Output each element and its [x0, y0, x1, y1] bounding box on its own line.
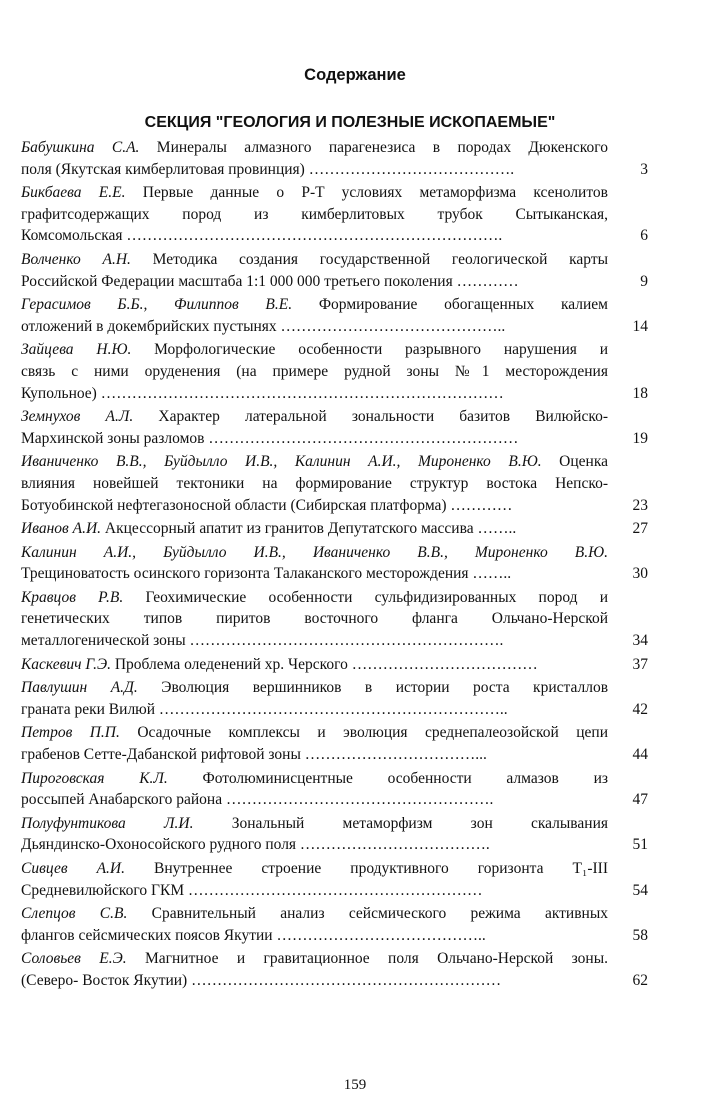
toc-entry-text: графитсодержащих пород из кимберлитовых трубок Сытыканская, — [21, 205, 608, 223]
toc-entry-author: Зайцева Н.Ю. — [21, 341, 132, 359]
toc-entry-text: Акцессорный апатит из гранитов Депутатского массива …….. — [104, 520, 517, 538]
toc-entry-page: 54 — [632, 881, 648, 899]
toc-entry-text: Эволюция вершинников в истории роста кристаллов — [161, 679, 608, 697]
toc-entry-text: Первые данные о P-T условиях метаморфизма ксенолитов — [142, 184, 608, 202]
toc-entry-line — [21, 608, 608, 630]
toc-entry-author: Бабушкина С.А. — [21, 139, 140, 156]
toc-entry — [0, 903, 710, 946]
toc-entry-line — [21, 249, 608, 271]
toc-entry-author: Сивцев А.И. — [21, 860, 125, 877]
toc-entry-line — [21, 542, 608, 564]
toc-entry-line — [21, 903, 608, 925]
toc-entry-text: Дьяндинско-Охоносойского рудного поля ………………………………. — [21, 836, 490, 854]
toc-entry-text: отложений в докембрийских пустынях …………………………………….. — [21, 317, 506, 335]
toc-entry — [0, 654, 710, 676]
toc-entry-line — [21, 925, 608, 947]
toc-entry-line — [21, 137, 608, 159]
toc-entry-page: 47 — [632, 791, 648, 809]
toc-entry-line — [21, 473, 608, 495]
toc-entry-line — [21, 339, 608, 361]
toc-entry-line — [21, 970, 608, 992]
toc-entry-page: 3 — [640, 160, 648, 178]
toc-entry — [0, 137, 710, 180]
toc-entry-page: 30 — [632, 565, 648, 583]
toc-entry-line — [21, 880, 608, 902]
toc-entry-text: Характер латеральной зональности базитов Вилюйско- — [158, 408, 608, 426]
toc-entry-line — [21, 225, 608, 247]
toc-entry-line — [21, 630, 608, 652]
toc-entry-text: Проблема оледенений хр. Черского ……………………………… — [114, 655, 538, 673]
toc-entry-text: связь с ними оруденения (на примере рудной зоны №1 месторождения — [21, 362, 608, 380]
toc-entry-author: Слепцов С.В. — [21, 905, 128, 923]
toc-entry-author: Кравцов Р.В. — [21, 588, 124, 606]
toc-entry-line — [21, 451, 608, 473]
toc-entry-page: 58 — [632, 926, 648, 944]
toc-entry-line — [21, 722, 608, 744]
toc-entry — [0, 768, 710, 811]
toc-entry-page: 37 — [632, 655, 648, 673]
toc-entry-line — [21, 699, 608, 721]
toc-entry-text: Средневилюйского ГКМ ………………………………………………… — [21, 881, 483, 899]
toc-entry-author: Соловьев Е.Э. — [21, 950, 127, 968]
toc-entry-text: Российской Федерации масштаба 1:1 000 000 третьего поколения ………… — [21, 272, 519, 290]
toc-entry-line — [21, 858, 608, 880]
toc-entry-author: Пироговская К.Л. — [21, 769, 168, 787]
toc-entry-line — [21, 204, 608, 226]
toc-entry-line — [21, 789, 608, 811]
toc-entry-line — [21, 654, 608, 676]
toc-entry — [0, 249, 710, 292]
toc-entry-text: Внутреннее строение продуктивного горизонта T₁-III — [154, 860, 608, 877]
toc-entry-text: поля (Якутская кимберлитовая провинция) …………………………………. — [21, 160, 515, 178]
toc-entry-page: 23 — [632, 496, 648, 514]
toc-entry-author: Земнухов А.Л. — [21, 408, 134, 426]
toc-entry-line — [21, 406, 608, 428]
page-title: Содержание — [304, 66, 406, 84]
toc-entry-text: Ботуобинской нефтегазоносной области (Сибирская платформа) ………… — [21, 496, 513, 514]
toc-entry-line — [21, 182, 608, 204]
toc-entry-line — [21, 159, 608, 181]
toc-entry-line — [21, 271, 608, 293]
toc-entry-text: Сравнительный анализ сейсмического режима активных — [151, 905, 608, 923]
toc-entry-text: Минералы алмазного парагенезиса в породах Дюкенского — [156, 139, 608, 156]
toc-entry-line — [21, 813, 608, 835]
toc-entry-text: Магнитное и гравитационное поля Ольчано-Нерской зоны. — [144, 950, 608, 968]
toc-entry-text: граната реки Вилюй ………………………………………………………….. — [21, 700, 508, 718]
toc-entry-line — [21, 518, 608, 540]
toc-entry — [0, 518, 710, 540]
toc-entry-line — [21, 563, 608, 585]
toc-entry-author: Павлушин А.Д. — [21, 679, 138, 697]
toc-entry-text: (Северо- Восток Якутии) …………………………………………………… — [21, 971, 502, 989]
toc-entry-page: 6 — [640, 227, 648, 245]
toc-entry-author: Волченко А.Н. — [21, 250, 131, 268]
table-of-contents — [0, 137, 710, 994]
section-heading: СЕКЦИЯ "ГЕОЛОГИЯ И ПОЛЕЗНЫЕ ИСКОПАЕМЫЕ" — [144, 114, 556, 131]
toc-entry — [0, 339, 710, 404]
toc-entry-line — [21, 948, 608, 970]
toc-entry-line — [21, 428, 608, 450]
toc-entry-line — [21, 383, 608, 405]
toc-entry-line — [21, 495, 608, 517]
toc-entry-text: влияния новейшей тектоники на формирование структур востока Непско- — [21, 474, 608, 492]
toc-entry-line — [21, 361, 608, 383]
toc-entry-text: грабенов Сетте-Дабанской рифтовой зоны ……………………………... — [21, 746, 487, 764]
toc-entry — [0, 813, 710, 856]
toc-entry-text: Мархинской зоны разломов …………………………………………………… — [21, 429, 519, 447]
toc-entry — [0, 451, 710, 516]
toc-entry-line — [21, 744, 608, 766]
toc-entry-text: Фотолюминисцентные особенности алмазов из — [202, 769, 608, 787]
toc-entry-text: Зональный метаморфизм зон скалывания — [231, 814, 608, 832]
toc-entry — [0, 677, 710, 720]
toc-entry-page: 42 — [632, 700, 648, 718]
toc-entry-text: Комсомольская ………………………………………………………………. — [21, 227, 503, 245]
toc-entry-text: Геохимические особенности сульфидизированных пород и — [145, 588, 608, 606]
toc-entry-page: 62 — [632, 971, 648, 989]
toc-entry-text: металлогенической зоны ……………………………………………………. — [21, 632, 504, 650]
toc-entry-page: 44 — [632, 746, 648, 764]
toc-entry — [0, 587, 710, 652]
toc-entry-text: Купольное) …………………………………………………………………… — [21, 384, 504, 402]
toc-entry-text: Морфологические особенности разрывного нарушения и — [154, 341, 608, 359]
toc-entry-line — [21, 768, 608, 790]
toc-entry-text: генетических типов пиритов восточного фланга Ольчано-Нерской — [21, 610, 608, 628]
toc-entry-text: россыпей Анабарского района ……………………………………………. — [21, 791, 494, 809]
toc-entry-author: Бикбаева Е.Е. — [21, 184, 126, 202]
toc-entry-text: флангов сейсмических поясов Якутии ………………………………….. — [21, 926, 486, 944]
toc-entry-author: Герасимов Б.Б., Филиппов В.Е. — [21, 296, 293, 314]
toc-entry-page: 9 — [640, 272, 648, 290]
toc-entry-author: Петров П.П. — [21, 724, 120, 742]
toc-entry-line — [21, 834, 608, 856]
toc-entry — [0, 406, 710, 449]
page-number: 159 — [343, 1077, 367, 1093]
toc-entry-page: 18 — [632, 384, 648, 402]
toc-entry — [0, 722, 710, 765]
toc-entry-line — [21, 316, 608, 338]
toc-entry — [0, 948, 710, 991]
toc-entry — [0, 858, 710, 901]
toc-entry-author: Калинин А.И., Буйдылло И.В., Иваниченко В.В., Мироненко В.Ю. — [21, 543, 608, 561]
toc-entry — [0, 182, 710, 247]
toc-entry-text: Методика создания государственной геологической карты — [152, 250, 608, 268]
toc-entry-text: Осадочные комплексы и эволюция среднепалеозойской цепи — [137, 724, 608, 742]
toc-entry-author: Полуфунтикова Л.И. — [21, 814, 194, 832]
toc-entry-author: Каскевич Г.Э. — [21, 655, 111, 673]
toc-entry-page: 19 — [632, 429, 648, 447]
toc-entry-line — [21, 587, 608, 609]
toc-entry-page: 34 — [632, 632, 648, 650]
toc-entry-text: Трещиноватость осинского горизонта Талаканского месторождения …….. — [21, 565, 512, 583]
toc-entry-author: Иваниченко В.В., Буйдылло И.В., Калинин А.И., Мироненко В.Ю. — [21, 453, 542, 471]
toc-entry-page: 27 — [632, 520, 648, 538]
toc-entry-text: Формирование обогащенных калием — [318, 296, 608, 314]
toc-entry-line — [21, 294, 608, 316]
toc-entry-author: Иванов А.И. — [21, 520, 102, 538]
toc-entry-page: 14 — [632, 317, 648, 335]
toc-entry — [0, 294, 710, 337]
toc-entry — [0, 542, 710, 585]
toc-entry-page: 51 — [632, 836, 648, 854]
toc-entry-text: Оценка — [559, 453, 608, 471]
toc-entry-line — [21, 677, 608, 699]
